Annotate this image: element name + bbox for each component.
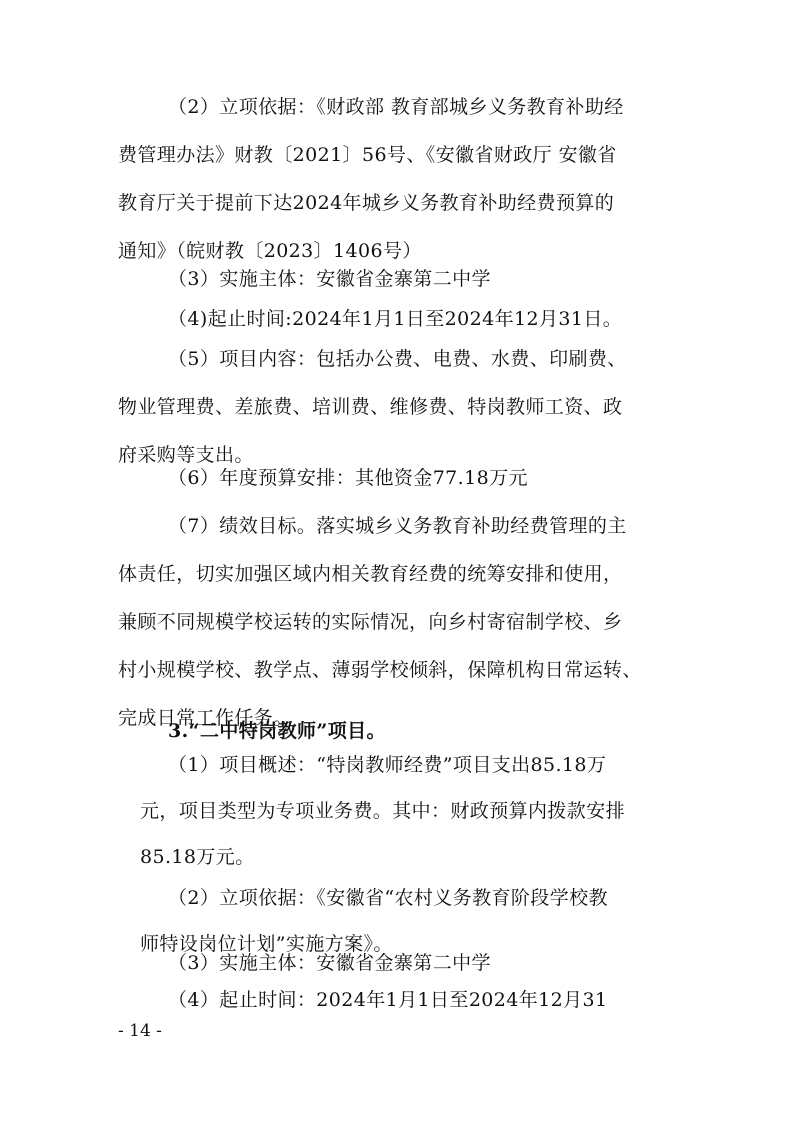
text-line: 村小规模学校、教学点、薄弱学校倾斜，保障机构日常运转、 [118, 659, 642, 681]
text-line: （2）立项依据：《安徽省“农村义务教育阶段学校教 [168, 887, 608, 909]
text-line: 元，项目类型为专项业务费。其中：财政预算内拨款安排 [140, 800, 626, 822]
text-line: （4）起止时间：2024年1月1日至2024年12月31 [168, 989, 608, 1011]
text-line: 费管理办法》财教〔2021〕56号、《安徽省财政厅 安徽省 [118, 144, 617, 166]
text-line: （2）立项依据：《财政部 教育部城乡义务教育补助经 [168, 96, 624, 118]
text-line: 通知》（皖财教〔2023〕1406号） [118, 240, 422, 262]
text-line: （5）项目内容：包括办公费、电费、水费、印刷费、 [168, 348, 627, 370]
text-line: 府采购等支出。 [118, 444, 254, 466]
text-line: （6）年度预算安排：其他资金77.18万元 [168, 467, 528, 489]
text-line: 完成日常工作任务。 [118, 707, 293, 729]
text-line: （4)起止时间:2024年1月1日至2024年12月31日。 [168, 308, 623, 330]
text-line: 师特设岗位计划”实施方案》。 [140, 933, 393, 955]
text-line: （1）项目概述：“特岗教师经费”项目支出85.18万 [168, 754, 607, 776]
page-number: - 14 - [118, 1021, 162, 1041]
text-line: （7）绩效目标。落实城乡义务教育补助经费管理的主 [168, 515, 627, 537]
text-line: （3）实施主体：安徽省金寨第二中学 [168, 268, 491, 290]
text-line: 体责任，切实加强区域内相关教育经费的统筹安排和使用， [118, 563, 623, 585]
text-line: 85.18万元。 [140, 846, 255, 868]
section-heading: 3.“二中特岗教师”项目。 [168, 720, 386, 742]
text-line: （3）实施主体：安徽省金寨第二中学 [168, 952, 491, 974]
text-line: 兼顾不同规模学校运转的实际情况，向乡村寄宿制学校、乡 [118, 611, 623, 633]
text-line: 教育厅关于提前下达2024年城乡义务教育补助经费预算的 [118, 192, 615, 214]
text-line: 物业管理费、差旅费、培训费、维修费、特岗教师工资、政 [118, 396, 623, 418]
